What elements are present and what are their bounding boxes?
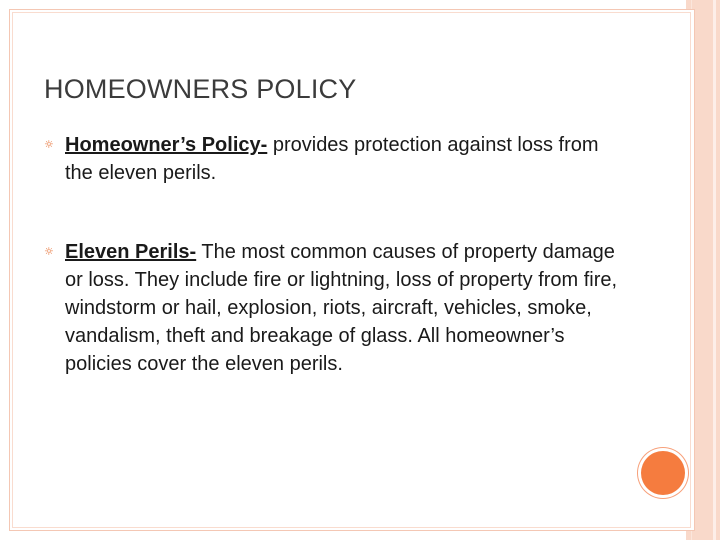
bullet-text: The most common causes of property damage or loss. They include fire or lightning, loss of property from fire, windstorm or hail, explosion, riots, aircraft, vehicles, smoke, vandalism, theft and breakage of glass. All homeowner’s policies cover the eleven perils. — [65, 241, 618, 375]
bullet-term: Eleven Perils- — [65, 241, 197, 263]
bullet-item — [44, 131, 624, 187]
bullet-list — [44, 131, 624, 378]
sun-bullet-icon: ☼ — [44, 138, 54, 151]
sun-bullet-icon: ☼ — [44, 245, 54, 258]
bullet-term: Homeowner’s Policy- — [65, 134, 268, 156]
bullet-text: provides protection against loss from the eleven perils. — [65, 134, 599, 184]
decorative-band-line — [713, 0, 716, 540]
decorative-circle — [641, 451, 685, 495]
bullet-item — [44, 238, 624, 378]
slide-title: HOMEOWNERS POLICY — [44, 74, 357, 104]
